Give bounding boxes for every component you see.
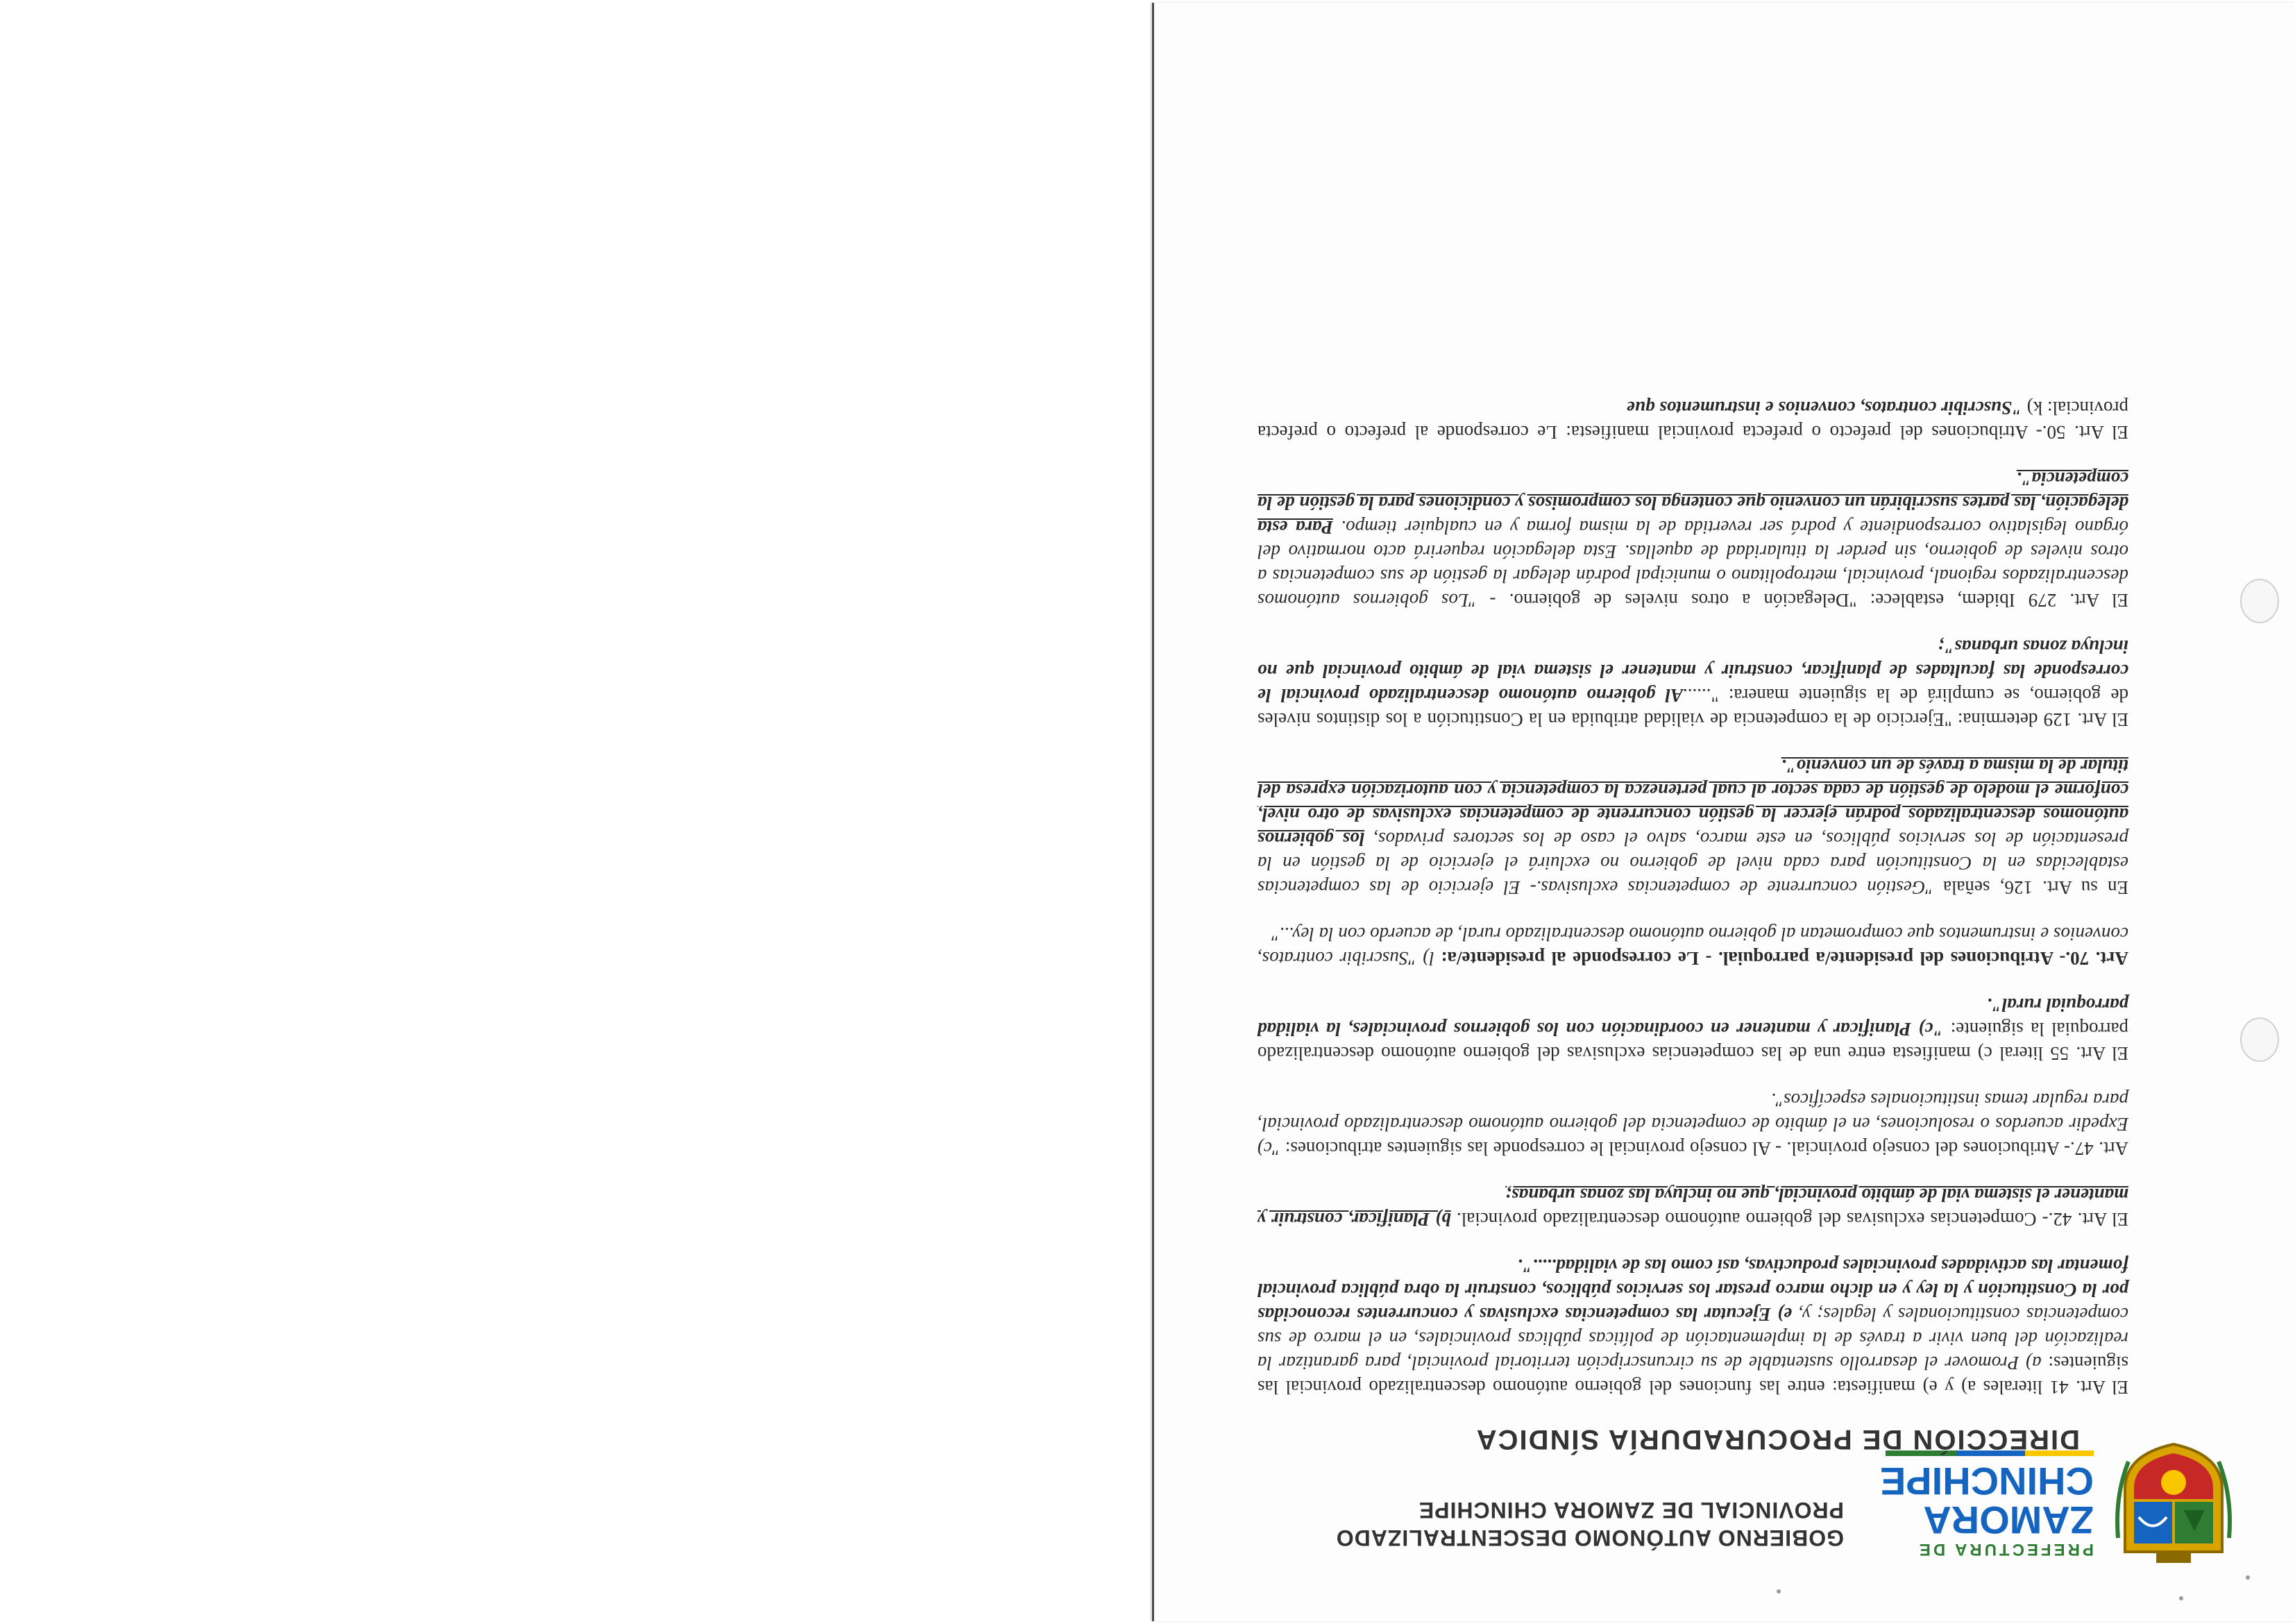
document-page [1152,3,2295,1621]
paragraph-quote: l) "Suscribir contratos, convenios e instrumentos que comprometan al gobierno autónomo descentralizado rural, de acuerdo con la ley..." [1257,924,2128,969]
paragraph-lead: El Art. 55 literal c) manifiesta entre una de las competencias exclusivas del gobierno autónomo descentralizado parroquial la siguiente: [1257,1019,2128,1064]
paragraph-emphasis: "Suscribir contratos, convenios e instrumentos que [1626,398,2023,418]
letterhead [1219,1413,2233,1566]
paragraph-art-279 [1257,466,2128,612]
scan-speck [2179,1596,2183,1600]
brand-small-text: PREFECTURA DE [1916,1540,2094,1559]
paragraph-lead: Art. 70.- Atribuciones del presidente/a parroquial. - Le corresponde al presidente/a: [1434,948,2128,969]
paragraph-quote: "c) Expedir acuerdos o resoluciones, en el ámbito de competencia del gobierno autónomo descentralizado provincial, para regular temas institucionales específicos". [1257,1090,2128,1159]
scan-speck [1777,1589,1781,1593]
paragraph-emphasis: b) Planificar, construir y mantener el sistema vial de ámbito provincial, que no incluya las zonas urbanas; [1257,1185,2128,1230]
paragraph-quote: "Los gobiernos autónomos descentralizados regional, provincial, metropolitano o municipal podrán delegar la gestión de sus competencias a otros niveles de gobierno, sin perder la titularidad de aquellas. Esta delegación requerirá acto normativo del órgano legislativo correspondiente y podrá ser revertida de la misma forma y en cualquier tiempo. [1257,517,2128,611]
paragraph-emphasis: los gobiernos autónomos descentralizados podrán ejercer la gestión concurrente de competencias exclusivas de otro nivel, conforme el modelo de gestión de cada sector al cual pertenezca la competencia y con autorización expresa del titular de la misma a través de un convenio". [1257,756,2128,849]
paragraph-quote: "Gestión concurrente de competencias exclusivas.- El ejercicio de las competencias establecidas en la Constitución para cada nivel de gobierno no excluirá el ejercicio de la gestión en la presentación de los servicios públicos, en este marco, salvo el caso de los sectores privados, [1257,829,2128,898]
document-body [1257,373,2128,1399]
brand-line-1: ZAMORA [1923,1498,2094,1542]
department-title: DIRECCIÓN DE PROCURADURÍA SÍNDICA [1475,1424,2080,1455]
paragraph-art-55 [1257,992,2128,1065]
organization-title: GOBIERNO AUTÓNOMO DESCENTRALIZADO PROVINCIAL DE ZAMORA CHINCHIPE [1335,1498,1844,1550]
coat-of-arms-logo [2115,1441,2233,1566]
paragraph-emphasis: Al gobierno autónomo descentralizado provincial le corresponde las facultades de planificar, construir y mantener el sistema vial de ámbito provincial que no incluya zonas urbanas"; [1257,636,2128,706]
paragraph-art-42 [1257,1183,2128,1231]
scan-speck [2246,1575,2250,1580]
page-content-rotated [1154,3,2295,1621]
paragraph-lead: El Art. 129 determina: "Ejercicio de la competencia de vialidad atribuida en la Constitución a los distintos niveles de gobierno, se cumplirá de la siguiente manera: "...... [1257,685,2128,730]
paragraph-art-70 [1257,922,2128,970]
paragraph-art-129 [1257,634,2128,731]
paragraph-quote: a) Promover el desarrollo sustentable de su circunscripción territorial provincial, para garantizar la realización del buen vivir a través de la implementación de políticas públicas provinciales, en el marco de sus competencias constitucionales y legales; y, [1257,1304,2128,1373]
paragraph-art-41 [1257,1253,2128,1399]
paragraph-lead: El Art. 50.- Atribuciones del prefecto o prefecta provincial manifiesta: Le corresponde al prefecto o prefecta provincial: k) [1257,398,2128,443]
paragraph-lead: El Art. 42.- Competencias exclusivas del gobierno autónomo descentralizado provincial. [1450,1209,2128,1230]
brand-line-2: CHINCHIPE [1879,1460,2094,1503]
paragraph-emphasis: e) Ejecutar las competencias exclusivas y concurrentes reconocidas por la Constitución y la ley y en dicho marco prestar los servicios públicos, construir la obra pública provincial fomentar las actividades provinciales productivas, así como las de vialidad.....". [1257,1255,2128,1325]
paragraph-lead: En su Art. 126, señala [1933,877,2128,898]
paragraph-art-50 [1257,396,2128,444]
paragraph-lead: Art. 47.- Atribuciones del consejo provincial. - Al consejo provincial le corresponde las siguientes atribuciones: [1285,1138,2128,1159]
paragraph-art-47 [1257,1088,2128,1160]
paragraph-lead: El Art. 279 Ibidem, establece: "Delegación a otros niveles de gobierno. - [1476,590,2128,611]
paragraph-emphasis: Para esta delegación, las partes suscribirán un convenio que contenga los compromisos y condiciones para la gestión de la competencia". [1257,468,2128,538]
brand-wordmark [1872,1450,2094,1559]
paragraph-art-126 [1257,754,2128,899]
paragraph-lead: El Art. 41 literales a) y e) manifiesta: entre las funciones del gobierno autónomo descentralizado provincial las siguientes: [1257,1353,2128,1398]
paragraph-emphasis: "c) Planificar y mantener en coordinación con los gobiernos provinciales, la vialidad parroquial rural". [1257,995,2128,1040]
